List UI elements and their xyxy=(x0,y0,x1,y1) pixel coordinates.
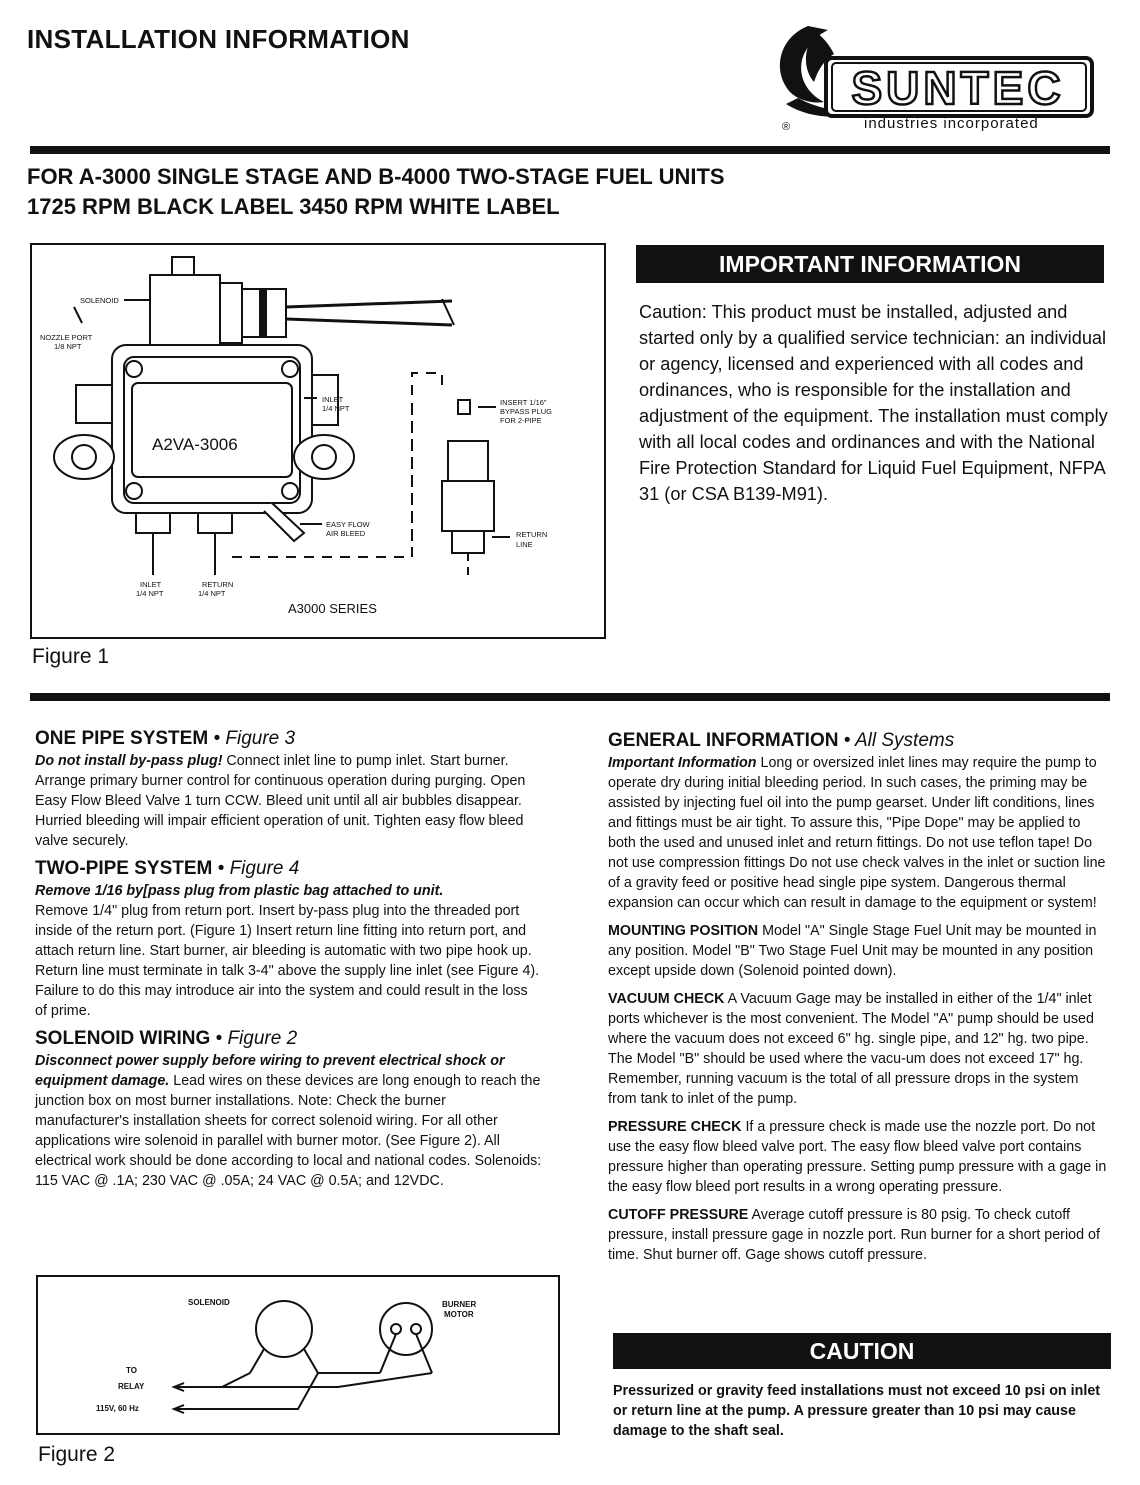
label-air-bleed: AIR BLEED xyxy=(326,529,366,538)
label-nozzle-port: NOZZLE PORT xyxy=(40,333,93,342)
solenoid-wiring-heading: SOLENOID WIRING • Figure 2 xyxy=(35,1028,298,1049)
label-insert: INSERT 1/16" xyxy=(500,398,547,407)
fig2-motor-label: MOTOR xyxy=(444,1310,474,1319)
label-return-bottom: RETURN xyxy=(202,580,234,589)
logo-tagline: industries incorporated xyxy=(864,115,1039,132)
label-easy-flow: EASY FLOW xyxy=(326,520,370,529)
cutoff-pressure-text: CUTOFF PRESSURE Average cutoff pressure is 80 psig. To check cutoff pressure, install pressure gage in nozzle port. Run burner for a short period of time. Shut burner off. Gage shows cutoff pressure. xyxy=(608,1207,1100,1263)
label-for-2-pipe: FOR 2-PIPE xyxy=(500,416,542,425)
fig2-relay-label: RELAY xyxy=(118,1382,145,1391)
pump-model-label: A2VA-3006 xyxy=(152,435,238,454)
figure-2-wiring-diagram xyxy=(36,1275,560,1435)
label-solenoid: SOLENOID xyxy=(80,296,119,305)
fig2-burner-label: BURNER xyxy=(442,1300,477,1309)
mounting-position-section xyxy=(608,921,1108,981)
logo-brand-text: SUNTEC xyxy=(851,62,1065,114)
document-title: INSTALLATION INFORMATION xyxy=(27,24,410,54)
figure-1-caption: Figure 1 xyxy=(32,645,110,668)
vacuum-check-section xyxy=(608,989,1108,1109)
two-pipe-text: Remove 1/16 by[pass plug from plastic bag attached to unit. Remove 1/4" plug from return port. Insert by-pass plug into the threaded port inside of the return port. (Figure 1) Insert return line fitting into return port, and attach return line. Start burner, air bleeding is automatic with two pipe hook up. Return line must terminate in talk 3-4" above the supply line inlet (see Figure 4). Failure to do this may introduce air into the system and could result in the loss of prime. xyxy=(35,883,540,1019)
label-return-line: RETURN xyxy=(516,530,548,539)
label-line: LINE xyxy=(516,540,533,549)
fuel-pump-diagram xyxy=(32,245,604,637)
figure-1-diagram xyxy=(30,243,606,639)
header-divider xyxy=(30,146,1110,154)
figure-2-caption: Figure 2 xyxy=(38,1443,116,1466)
label-inlet-bottom: INLET xyxy=(140,580,162,589)
one-pipe-text: Do not install by-pass plug! Connect inlet line to pump inlet. Start burner. Arrange primary burner control for continuous operation during purging. Open Easy Flow Bleed Valve 1 turn CCW. Bleed unit until all air bubbles disappear. Hurried bleeding will impair efficient operation of unit. Tighten easy flow bleed valve securely. xyxy=(35,753,526,849)
label-return-bottom-npt: 1/4 NPT xyxy=(198,589,226,598)
series-label: A3000 SERIES xyxy=(288,601,377,616)
one-pipe-heading: ONE PIPE SYSTEM • Figure 3 xyxy=(35,728,296,749)
label-inlet-bottom-npt: 1/4 NPT xyxy=(136,589,164,598)
label-nozzle-npt: 1/8 NPT xyxy=(54,342,82,351)
caution-heading: CAUTION xyxy=(613,1333,1111,1369)
important-information-text: Caution: This product must be installed, adjusted and started only by a qualified service technician: an individual or agency, licensed and experienced with all codes and ordinances, who is responsible for the installation and adjustment of the equipment. The installation must comply with all local codes and ordinances and with the National Fire Protection Standard for Liquid Fuel Equipment, NFPA 31 (or CSA B139-M91). xyxy=(639,302,1108,504)
suntec-logo xyxy=(768,20,1100,136)
label-inlet-side-npt: 1/4 NPT xyxy=(322,404,350,413)
suntec-logo-graphic xyxy=(768,20,1100,136)
fig2-to-label: TO xyxy=(126,1366,137,1375)
two-pipe-section xyxy=(35,859,543,1021)
general-information-text: Important Information Long or oversized inlet lines may require the pump to operate dry during initial bleeding period. In such cases, the priming may be assisted by injecting fuel oil into the pump gearset. Under lift conditions, lines and fittings must be air tight. To assure this, "Pipe Dope" may be applied to both the used and unused inlet and return fittings. Do not use teflon tape! Do not use compression fittings Do not use check valves in the inlet or suction line of a gravity feed or positive head single pipe system. Dangerous thermal expansion can occur which can result in damage to the equipment or system! xyxy=(608,755,1106,911)
fig2-voltage-label: 115V, 60 Hz xyxy=(96,1404,139,1413)
right-column xyxy=(608,731,1108,1273)
general-information-heading: GENERAL INFORMATION • All Systems xyxy=(608,730,955,751)
two-pipe-heading: TWO-PIPE SYSTEM • Figure 4 xyxy=(35,858,300,879)
solenoid-wiring-section xyxy=(35,1029,543,1191)
one-pipe-section xyxy=(35,729,543,851)
caution-text: Pressurized or gravity feed installations must not exceed 10 psi on inlet or return line at the pump. A pressure greater than 10 psi may cause damage to the shaft seal. xyxy=(613,1383,1101,1439)
fig2-solenoid-label: SOLENOID xyxy=(188,1298,230,1307)
cutoff-pressure-section xyxy=(608,1205,1108,1265)
subtitle-line-2: 1725 RPM BLACK LABEL 3450 RPM WHITE LABEL xyxy=(27,194,560,219)
solenoid-wiring-text: Disconnect power supply before wiring to prevent electrical shock or equipment damage. Lead wires on these devices are long enough to reach the junction box on most burner installations. Note: Check the burner manufacturer's installation sheets for correct solenoid wiring. For all other applications wire solenoid in parallel with burner motor. (See Figure 2). All electrical work should be done according to local and national codes. Solenoids: 115 VAC @ .1A; 230 VAC @ .05A; 24 VAC @ 0.5A; and 12VDC. xyxy=(35,1053,542,1189)
section-divider xyxy=(30,693,1110,701)
subtitle-line-1: FOR A-3000 SINGLE STAGE AND B-4000 TWO-STAGE FUEL UNITS xyxy=(27,164,725,189)
pressure-check-text: PRESSURE CHECK If a pressure check is made use the nozzle port. Do not use the easy flow bleed valve port. The easy flow bleed valve port contains pressure higher than operating pressure. Setting pump pressure with a gage in the easy flow bleed port results in a wrong operating pressure. xyxy=(608,1119,1107,1195)
label-bypass-plug: BYPASS PLUG xyxy=(500,407,552,416)
left-column xyxy=(35,729,543,1199)
logo-registered-mark: ® xyxy=(782,121,791,133)
general-information-section xyxy=(608,731,1108,913)
important-information-heading: IMPORTANT INFORMATION xyxy=(636,245,1104,283)
pressure-check-section xyxy=(608,1117,1108,1197)
label-inlet-side: INLET xyxy=(322,395,344,404)
wiring-diagram xyxy=(38,1277,558,1433)
mounting-position-text: MOUNTING POSITION Model "A" Single Stage Fuel Unit may be mounted in any position. Model "B" Two Stage Fuel Unit may be mounted in any position except upside down (Solenoid pointed down). xyxy=(608,923,1097,979)
vacuum-check-text: VACUUM CHECK A Vacuum Gage may be installed in either of the 1/4" inlet ports whichever is the most convenient. The Model "A" pump should be used where the vacuum does not exceed 6" hg. single pipe, and 12" hg. two pipe. The Model "B" should be used where the vacu-um does not exceed 17" hg. Remember, running vacuum is the total of all pressure drops in the system from tank to inlet of the pump. xyxy=(608,991,1094,1107)
